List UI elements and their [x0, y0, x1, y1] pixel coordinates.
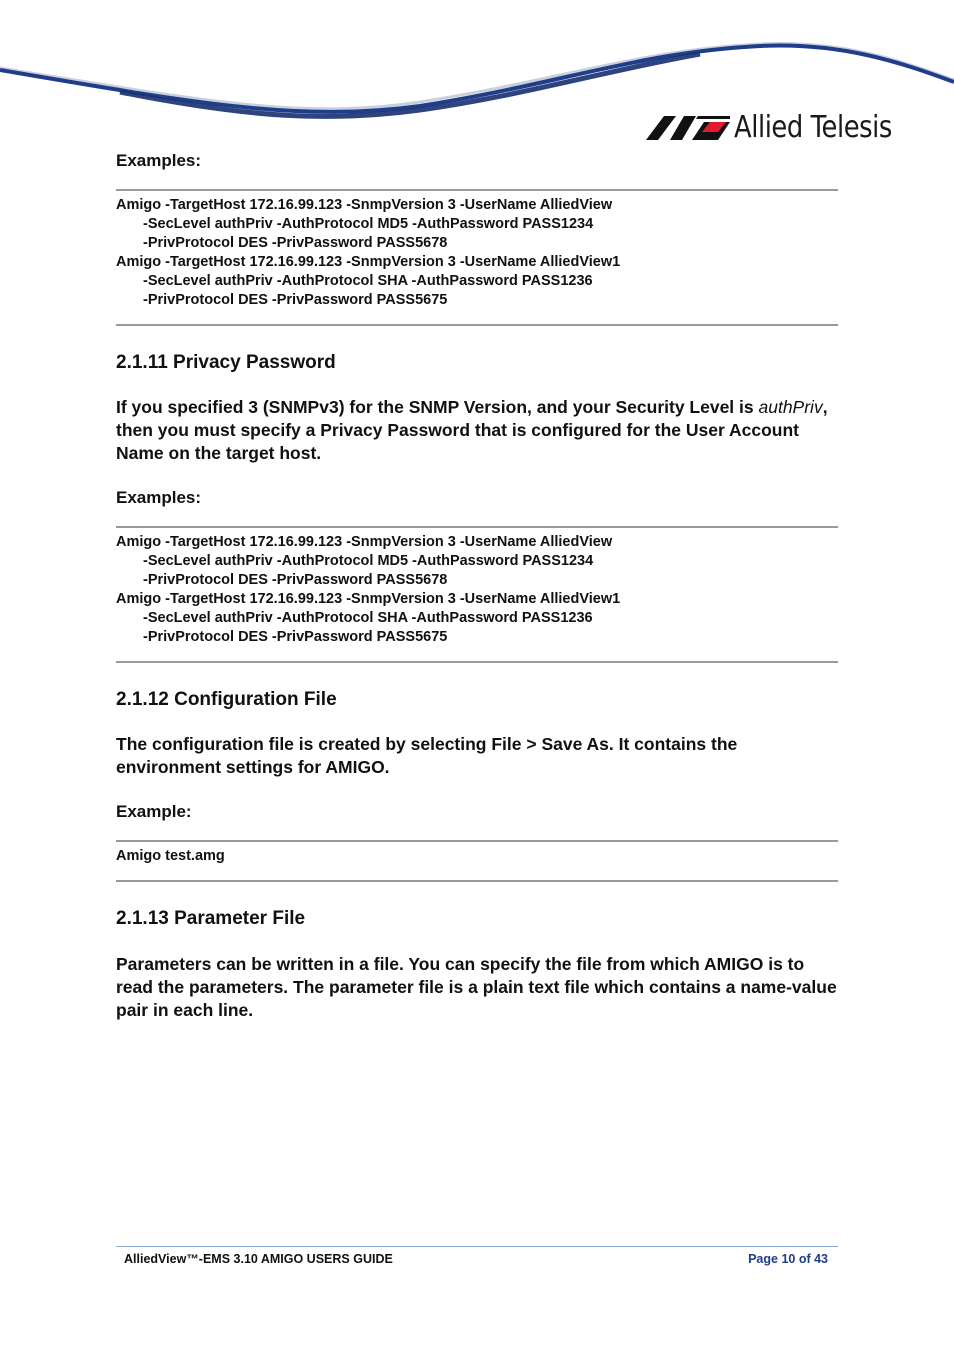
code-block-1: [116, 189, 838, 326]
configuration-file-paragraph: The configuration file is created by selecting File > Save As. It contains the environment settings for AMIGO.: [116, 734, 738, 777]
code-line: -SecLevel authPriv -AuthProtocol MD5 -AuthPassword PASS1234: [143, 216, 594, 232]
footer-document-title: AlliedView™-EMS 3.10 AMIGO USERS GUIDE: [124, 1252, 393, 1266]
code-block-3: [116, 840, 838, 882]
code-line: -SecLevel authPriv -AuthProtocol SHA -AuthPassword PASS1236: [143, 273, 593, 289]
document-body: [116, 150, 838, 1022]
allied-telesis-logo: [646, 110, 902, 146]
code-block-2: [116, 526, 838, 663]
examples-label-1: Examples:: [116, 151, 202, 170]
code-line: -PrivProtocol DES -PrivPassword PASS5678: [143, 572, 448, 588]
footer-page-number: Page 10 of 43: [748, 1252, 828, 1266]
parameter-file-paragraph: Parameters can be written in a file. You can specify the file from which AMIGO is to read the parameters. The parameter file is a plain text file which contains a name-value pair in each line.: [116, 954, 837, 1020]
privacy-body-part-a: If you specified 3 (SNMPv3) for the SNMP Version, and your Security Level is: [116, 397, 759, 417]
section-heading-privacy-password: 2.1.11 Privacy Password: [116, 352, 336, 373]
code-line: Amigo -TargetHost 172.16.99.123 -SnmpVersion 3 -UserName AlliedView1: [116, 591, 621, 607]
examples-label-2: Examples:: [116, 488, 202, 507]
section-heading-parameter-file: 2.1.13 Parameter File: [116, 908, 306, 929]
code-line: -PrivProtocol DES -PrivPassword PASS5678: [143, 235, 448, 251]
code-line: -PrivProtocol DES -PrivPassword PASS5675: [143, 629, 448, 645]
code-line: Amigo -TargetHost 172.16.99.123 -SnmpVersion 3 -UserName AlliedView: [116, 197, 613, 213]
section-heading-configuration-file: 2.1.12 Configuration File: [116, 689, 337, 710]
code-line: Amigo -TargetHost 172.16.99.123 -SnmpVersion 3 -UserName AlliedView1: [116, 254, 621, 270]
logo-text: Allied Telesis: [734, 110, 892, 145]
code-line: -SecLevel authPriv -AuthProtocol SHA -AuthPassword PASS1236: [143, 610, 593, 626]
footer-divider: [116, 1246, 838, 1247]
allied-telesis-logo-mark-icon: [646, 116, 730, 140]
privacy-body-emphasis: authPriv: [758, 397, 823, 417]
code-line: Amigo test.amg: [116, 848, 225, 864]
privacy-body-part-b: , then you must specify a Privacy Password that is configured for the User Account Name on the target host.: [116, 397, 828, 463]
code-line: -SecLevel authPriv -AuthProtocol MD5 -AuthPassword PASS1234: [143, 553, 594, 569]
example-label-3: Example:: [116, 802, 192, 821]
code-line: -PrivProtocol DES -PrivPassword PASS5675: [143, 292, 448, 308]
privacy-password-paragraph: [116, 396, 838, 465]
code-line: Amigo -TargetHost 172.16.99.123 -SnmpVersion 3 -UserName AlliedView: [116, 534, 613, 550]
